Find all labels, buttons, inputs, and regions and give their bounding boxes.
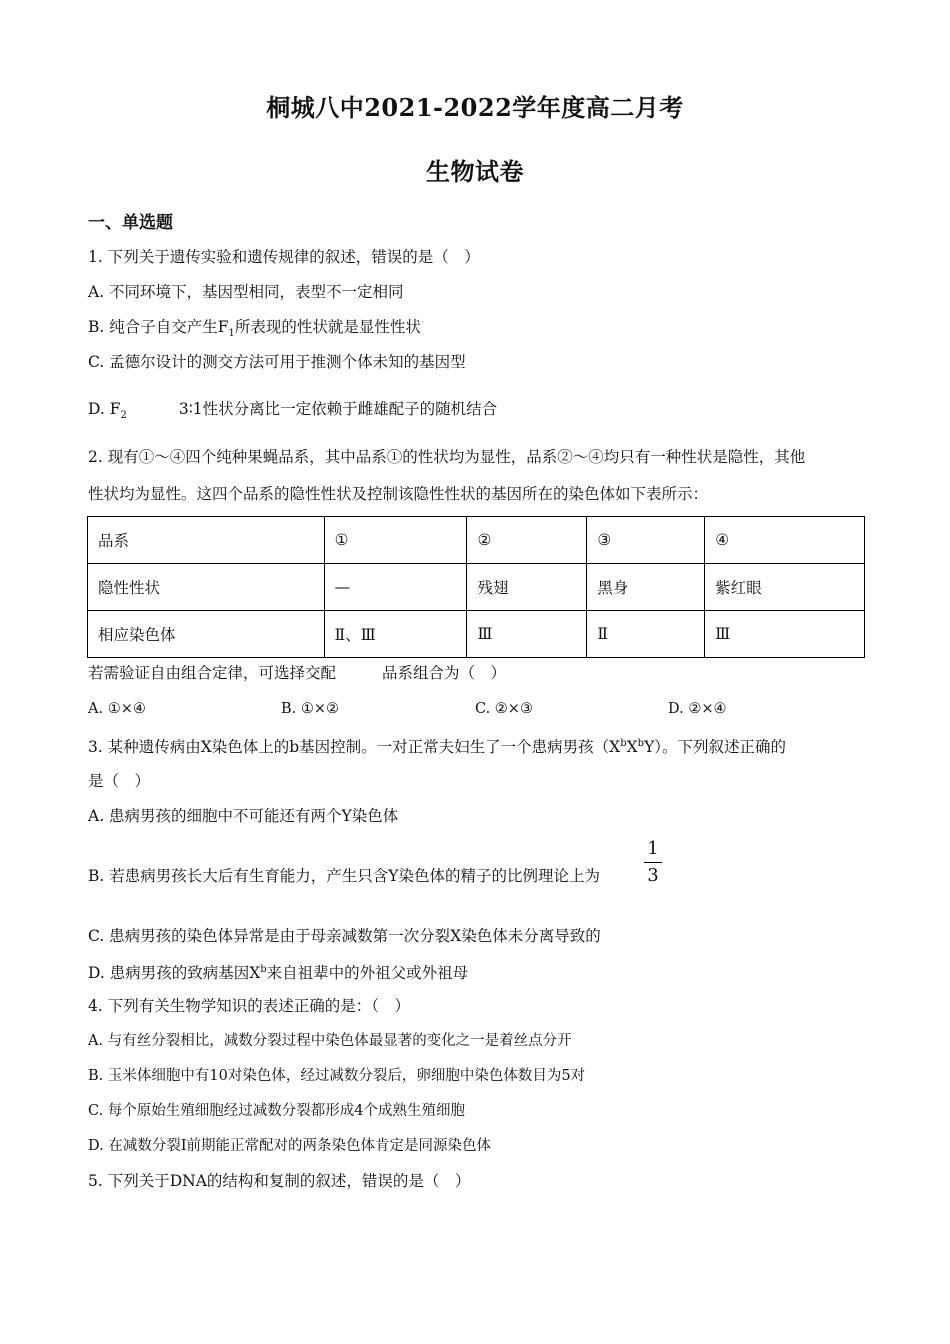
q1-option-b-sub: 1 [228, 328, 235, 340]
strain-table [87, 516, 865, 658]
q1-option-b-pre: B. 纯合子自交产生F [88, 318, 229, 336]
table-cell: ③ [587, 517, 705, 564]
q2-option-d: D. ②×④ [668, 701, 727, 717]
table-cell: 相应染色体 [88, 611, 325, 658]
q2-option-c: C. ②×③ [475, 701, 533, 717]
q4-option-d: D. 在减数分裂Ⅰ前期能正常配对的两条染色体肯定是同源染色体 [88, 1138, 492, 1154]
q2-stem-line2: 性状均为显性。这四个品系的隐性性状及控制该隐性性状的基因所在的染色体如下表所示： [88, 485, 709, 503]
q3-stem-sup2: b [637, 738, 645, 749]
q2-stem-line1: 2. 现有①～④四个纯种果蝇品系，其中品系①的性状均为显性，品系②～④均只有一种性状是隐性，其他 [88, 448, 806, 466]
q3-option-d [88, 958, 468, 985]
q1-stem: 1. 下列关于遗传实验和遗传规律的叙述，错误的是（ ） [88, 248, 480, 266]
q1-option-a: A. 不同环境下，基因型相同，表型不一定相同 [88, 283, 404, 301]
q3-option-d-pre: D. 患病男孩的致病基因X [88, 964, 261, 983]
q3-option-d-sup: b [260, 964, 267, 975]
table-cell: 黑身 [587, 564, 705, 611]
q1-option-b [88, 315, 421, 346]
q1-option-d-sub: 2 [120, 410, 127, 422]
q3-option-d-post: 来自祖辈中的外祖父或外祖母 [266, 964, 469, 983]
q4-stem: 4. 下列有关生物学知识的表述正确的是：（ ） [88, 997, 410, 1015]
q3-stem-line2: 是（ ） [88, 772, 151, 790]
q3-stem-pre: 3. 某种遗传病由X染色体上的b基因控制。一对正常夫妇生了一个患病男孩（X [88, 738, 621, 757]
q3-stem-line1 [88, 732, 786, 759]
table-cell: ② [467, 517, 587, 564]
q2-option-a: A. ①×④ [88, 701, 146, 717]
q2-question-b: 品系组合为（ ） [382, 664, 507, 682]
q4-option-c: C. 每个原始生殖细胞经过减数分裂都形成4个成熟生殖细胞 [88, 1103, 466, 1119]
q3-fraction-numerator: 1 [647, 838, 659, 859]
q3-stem-post: Y）。下列叙述正确的 [644, 738, 787, 757]
q1-option-d [88, 397, 497, 428]
table-cell: 紫红眼 [705, 564, 865, 611]
q2-question-a: 若需验证自由组合定律，可选择交配 [88, 664, 337, 682]
q3-option-c: C. 患病男孩的染色体异常是由于母亲减数第一次分裂X染色体未分离导致的 [88, 927, 601, 945]
q1-option-b-post: 所表现的性状就是显性性状 [234, 318, 421, 336]
q2-question [88, 661, 506, 685]
table-row [88, 564, 865, 611]
q3-stem-sup1: b [620, 738, 627, 749]
q5-stem: 5. 下列关于DNA的结构和复制的叙述，错误的是（ ） [88, 1172, 471, 1190]
q3-option-b: B. 若患病男孩长大后有生育能力，产生只含Y染色体的精子的比例理论上为 [88, 867, 600, 885]
q4-option-a: A. 与有丝分裂相比，减数分裂过程中染色体最显著的变化之一是着丝点分开 [88, 1033, 572, 1049]
table-cell: Ⅲ [705, 611, 865, 658]
q3-fraction-denominator: 3 [647, 865, 659, 886]
table-cell: ④ [705, 517, 865, 564]
table-row [88, 611, 865, 658]
table-cell: Ⅱ、Ⅲ [324, 611, 467, 658]
q3-stem-mid: X [626, 738, 638, 757]
q2-option-b: B. ①×② [281, 701, 340, 717]
q3-fraction [644, 838, 662, 887]
q1-option-d-post: 3∶1性状分离比一定依赖于雌雄配子的随机结合 [178, 400, 498, 418]
table-cell: 品系 [88, 517, 325, 564]
exam-subtitle: 生物试卷 [426, 157, 524, 186]
table-row [88, 517, 865, 564]
table-cell: 残翅 [467, 564, 587, 611]
table-cell: 隐性性状 [88, 564, 325, 611]
q3-option-a: A. 患病男孩的细胞中不可能还有两个Y染色体 [88, 807, 399, 825]
table-cell: Ⅲ [467, 611, 587, 658]
q1-option-c: C. 孟德尔设计的测交方法可用于推测个体未知的基因型 [88, 353, 466, 371]
q1-option-d-pre: D. F [88, 400, 121, 418]
q4-option-b: B. 玉米体细胞中有10对染色体，经过减数分裂后，卵细胞中染色体数目为5对 [88, 1068, 586, 1084]
table-cell: Ⅱ [587, 611, 705, 658]
section-heading: 一、单选题 [88, 213, 173, 233]
table-cell: ① [324, 517, 467, 564]
exam-title: 桐城八中2021-2022学年度高二月考 [266, 93, 684, 122]
q3-fraction-bar [644, 862, 662, 863]
table-cell: — [324, 564, 467, 611]
